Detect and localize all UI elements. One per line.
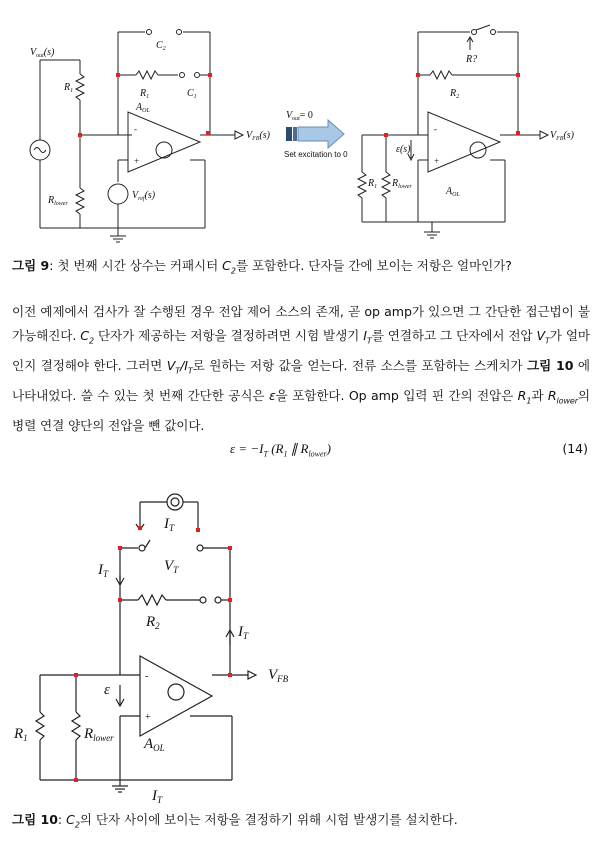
- svg-text:Rlower: $R_{lower}$: [84, 726, 114, 743]
- svg-text:R1: $R_1$: [140, 88, 150, 100]
- svg-text:ε(s): ε(s): [396, 144, 411, 155]
- svg-text:+: +: [134, 156, 140, 166]
- set-excitation-arrow: [286, 120, 344, 148]
- svg-text:AOL: $A_{OL}$: [144, 736, 165, 753]
- svg-text:R?: R?: [466, 54, 478, 65]
- svg-text:R2: $R_2$: [450, 88, 460, 100]
- fig9-left-vout-label: $V_{out}(s)$: [30, 47, 55, 59]
- svg-text:-: -: [434, 124, 437, 134]
- svg-text:+: +: [434, 156, 440, 166]
- current-source-symbol: [167, 494, 183, 510]
- svg-text:VT: $V_T$: [164, 558, 179, 575]
- svg-text:IT: $I_T$: [164, 516, 175, 533]
- svg-text:AOL: $A_{OL}$: [446, 186, 460, 198]
- svg-text:C1: $C_1$: [187, 88, 197, 100]
- svg-text:Rlower: $R_{lower}$: [48, 195, 68, 207]
- svg-text:R1: $R_1$: [64, 82, 74, 94]
- svg-text:AOL: $A_{OL}$: [136, 102, 150, 114]
- equation-number: (14): [562, 441, 588, 456]
- svg-text:R2: $R_2$: [146, 614, 160, 631]
- figure-10: [0, 480, 600, 810]
- svg-text:Rlower: $R_{lower}$: [392, 178, 412, 190]
- svg-text:+: +: [145, 712, 151, 723]
- svg-text:VFB: $V_{FB}$: [268, 667, 289, 684]
- opamp-triangle-fig10: [140, 656, 212, 736]
- svg-text:-: -: [134, 124, 137, 134]
- svg-text:Set excitation to 0: Set excitation to 0: [284, 150, 348, 159]
- svg-text:VFB(s): $V_{FB}(s)$: [550, 130, 575, 142]
- svg-text:IT: $I_T$: [238, 624, 249, 641]
- svg-text:Vref(s): $V_{ref}(s)$: [132, 190, 156, 202]
- svg-text:R1: $R_1$: [14, 726, 28, 743]
- figure-9: [0, 0, 600, 250]
- svg-text:IT: $I_T$: [98, 562, 109, 579]
- svg-text:-: -: [145, 671, 149, 682]
- figure-10-caption: 그림 10: $C_2$의 단자 사이에 보이는 저항을 결정하기 위해 시험 발생기를 설치한다.: [12, 812, 458, 830]
- body-paragraph: 이전 예제에서 검사가 잘 수행된 경우 전압 제어 소스의 존재, 곧 op amp가 있으면 그 간단한 접근법이 불가능해진다. $C_2$ 단자가 제공하는 저항을 결정하려면 시험 발생기 $I_T$를 연결하고 그 단자에서 전압 $V_T$가 얼마인지 결정해야 한다. 그러면 $V_T/I_T$로 원하는 저항 값을 얻는다. 전류 소스를 포함하는 스케치가 그림 10 에 나타내었다. 쓸 수 있는 첫 번째 간단한 공식은 ε을 포함한다. Op amp 입력 핀 간의 전압은 $R_1$과 $R_{lower}$의 병렬 연결 양단의 전압을 뺀 값이다.: [12, 304, 590, 434]
- equation-14: $\varepsilon = -I_T$ ($R_1$ ∥ $R_{lower}$): [230, 441, 332, 459]
- svg-text:Vout= 0: $V_{out}= 0$: [286, 110, 313, 122]
- svg-text:IT: $I_T$: [152, 788, 163, 805]
- svg-text:ε: ε: [104, 682, 110, 698]
- svg-text:R1: $R_1$: [368, 178, 378, 190]
- figure-9-caption: 그림 9: 첫 번째 시간 상수는 커패시터 $C_2$를 포함한다. 단자들 간에 보이는 저항은 얼마인가?: [12, 258, 512, 276]
- svg-text:VFB(s): $V_{FB}(s)$: [246, 130, 271, 142]
- svg-text:C2: $C_2$: [156, 40, 166, 52]
